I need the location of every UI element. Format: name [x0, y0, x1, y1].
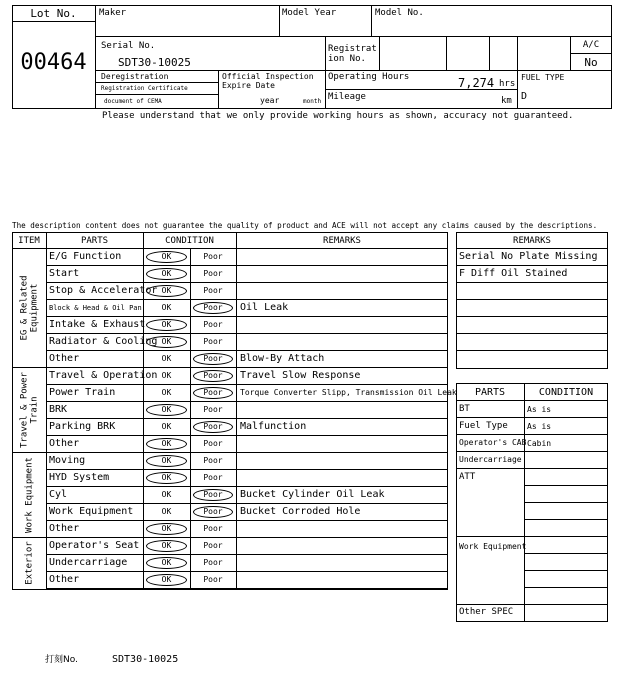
cema-label: document of CEMA	[104, 98, 162, 105]
divider	[95, 70, 612, 71]
row-divider	[456, 299, 608, 300]
remark-text: Torque Converter Slipp, Transmission Oil Leak	[240, 388, 457, 397]
divider	[12, 248, 448, 249]
divider	[279, 5, 280, 36]
group-label: Travel & Power Train	[19, 371, 39, 448]
part-label: Start	[49, 268, 80, 279]
row-divider	[46, 418, 448, 419]
row-divider	[524, 553, 608, 554]
poor-selected-circle	[193, 506, 233, 518]
col-parts: PARTS	[80, 236, 109, 246]
row-divider	[46, 435, 448, 436]
ac-label: A/C	[582, 40, 600, 50]
ok-option: OK	[161, 524, 172, 533]
row-divider	[456, 451, 608, 452]
poor-option: Poor	[203, 422, 223, 431]
lot-label: Lot No.	[30, 7, 77, 20]
poor-option: Poor	[203, 524, 223, 533]
col-item: ITEM	[18, 236, 40, 246]
ok-selected-circle	[146, 438, 187, 450]
remark-text: Blow-By Attach	[240, 353, 325, 364]
op-hours-label: Operating Hours	[328, 72, 410, 82]
row-divider	[456, 265, 608, 266]
row-divider	[524, 587, 608, 588]
mileage-label: Mileage	[328, 92, 366, 102]
divider	[95, 36, 612, 37]
part-label: BRK	[49, 404, 68, 415]
poor-option: Poor	[203, 303, 223, 312]
part-label: Other	[49, 523, 80, 534]
work-equipment-label: Work Equipment	[459, 542, 527, 551]
ok-option: OK	[161, 456, 172, 465]
poor-option: Poor	[203, 320, 223, 329]
poor-option: Poor	[203, 388, 223, 397]
year-label: year	[260, 96, 280, 105]
part-label: Other	[49, 353, 80, 364]
ok-selected-circle	[146, 540, 187, 552]
model-year-label: Model Year	[282, 8, 337, 18]
row-divider	[456, 282, 608, 283]
row-divider	[46, 299, 448, 300]
month-label: month	[303, 98, 322, 105]
divider	[379, 36, 380, 70]
part-label: Block & Head & Oil Pan	[49, 304, 142, 312]
part-label: Work Equipment	[49, 506, 134, 517]
serial-label: Serial No.	[101, 41, 156, 51]
row-divider	[456, 417, 608, 418]
poor-option: Poor	[203, 439, 223, 448]
poor-option: Poor	[203, 354, 223, 363]
col-remarks: REMARKS	[323, 236, 361, 246]
parts-col-condition: CONDITION	[538, 387, 594, 398]
part-label: HYD System	[49, 472, 110, 483]
row-divider	[456, 468, 608, 469]
ok-option: OK	[161, 371, 172, 380]
ok-selected-circle	[146, 251, 187, 263]
poor-option: Poor	[203, 575, 223, 584]
poor-option: Poor	[203, 371, 223, 380]
section-divider	[456, 604, 524, 605]
col-condition: CONDITION	[165, 236, 214, 246]
row-divider	[46, 333, 448, 334]
row-divider	[46, 588, 448, 589]
remark-line: Serial No Plate Missing	[459, 251, 598, 262]
row-divider	[46, 282, 448, 283]
ok-option: OK	[161, 507, 172, 516]
divider	[570, 53, 612, 54]
ok-option: OK	[161, 490, 172, 499]
disclaimer: The description content does not guarantee the quality of product and ACE will not accept any claims caused by the descriptions.	[12, 221, 598, 230]
parts-condition: As is	[527, 405, 552, 414]
poor-option: Poor	[203, 558, 223, 567]
ok-option: OK	[161, 439, 172, 448]
part-label: Parking BRK	[49, 421, 116, 432]
poor-option: Poor	[203, 507, 223, 516]
part-label: Intake & Exhaust	[49, 319, 146, 330]
row-divider	[46, 486, 448, 487]
row-divider	[46, 384, 448, 385]
row-divider	[46, 537, 448, 538]
divider	[456, 400, 608, 401]
row-divider	[456, 248, 608, 249]
row-divider	[524, 485, 608, 486]
row-divider	[46, 469, 448, 470]
row-divider	[46, 350, 448, 351]
ok-selected-circle	[146, 336, 187, 348]
poor-selected-circle	[193, 421, 233, 433]
poor-option: Poor	[203, 286, 223, 295]
divider	[218, 70, 219, 109]
remark-line: F Diff Oil Stained	[459, 268, 568, 279]
deregistration-label: Deregistration	[101, 72, 169, 81]
inspection-label-2: Expire Date	[222, 81, 275, 90]
parts-col-parts: PARTS	[474, 387, 506, 398]
parts-part: Undercarriage	[459, 455, 522, 464]
divider	[95, 94, 218, 95]
poor-selected-circle	[193, 387, 233, 399]
remark-text: Bucket Corroded Hole	[240, 506, 361, 517]
parts-part: ATT	[459, 472, 476, 482]
parts-part: BT	[459, 404, 470, 414]
reg-cert-label: Registration Certificate	[101, 85, 188, 92]
row-divider	[524, 604, 608, 605]
group-label: Work Equipment	[24, 456, 34, 533]
ok-option: OK	[161, 303, 172, 312]
poor-option: Poor	[203, 456, 223, 465]
ok-option: OK	[161, 405, 172, 414]
row-divider	[46, 503, 448, 504]
part-label: Operator's Seat	[49, 540, 140, 551]
ok-selected-circle	[146, 268, 187, 280]
stamp-label: 打刻No.	[45, 655, 78, 665]
divider	[371, 5, 372, 36]
remark-text: Malfunction	[240, 421, 307, 432]
serial-value: SDT30-10025	[118, 56, 191, 69]
ok-selected-circle	[146, 574, 187, 586]
ok-selected-circle	[146, 285, 187, 297]
group-divider	[12, 537, 46, 538]
parts-part: Fuel Type	[459, 421, 508, 431]
row-divider	[456, 350, 608, 351]
row-divider	[456, 333, 608, 334]
part-label: Undercarriage	[49, 557, 128, 568]
row-divider	[46, 571, 448, 572]
ok-option: OK	[161, 558, 172, 567]
ok-selected-circle	[146, 455, 187, 467]
part-label: Moving	[49, 455, 86, 466]
remark-text: Oil Leak	[240, 302, 289, 313]
stamp-value: SDT30-10025	[112, 654, 179, 665]
remark-text: Bucket Cylinder Oil Leak	[240, 489, 385, 500]
part-label: Power Train	[49, 387, 116, 398]
row-divider	[456, 434, 608, 435]
ok-option: OK	[161, 473, 172, 482]
group-divider	[12, 367, 46, 368]
ok-option: OK	[161, 388, 172, 397]
poor-option: Poor	[203, 541, 223, 550]
part-label: Stop & Accelerator	[49, 285, 158, 296]
group-label: EG & Related Equipment	[19, 274, 39, 341]
row-divider	[46, 316, 448, 317]
fuel-type-label: FUEL TYPE	[521, 73, 565, 82]
remarks-header: REMARKS	[513, 236, 551, 246]
row-divider	[46, 401, 448, 402]
group-divider	[12, 452, 46, 453]
ok-selected-circle	[146, 319, 187, 331]
ok-option: OK	[161, 252, 172, 261]
other-spec-label: Other SPEC	[459, 607, 514, 617]
poor-option: Poor	[203, 252, 223, 261]
ok-option: OK	[161, 286, 172, 295]
op-hours-value: 7,274	[458, 76, 495, 90]
row-divider	[524, 536, 608, 537]
poor-option: Poor	[203, 473, 223, 482]
ac-value: No	[584, 56, 598, 69]
ok-option: OK	[161, 575, 172, 584]
ok-option: OK	[161, 337, 172, 346]
row-divider	[524, 570, 608, 571]
part-label: Other	[49, 438, 80, 449]
divider	[446, 36, 447, 70]
row-divider	[456, 316, 608, 317]
poor-option: Poor	[203, 337, 223, 346]
row-divider	[46, 265, 448, 266]
parts-part: Operator's CAB	[459, 438, 527, 447]
divider	[12, 21, 95, 22]
poor-selected-circle	[193, 489, 233, 501]
ok-option: OK	[161, 320, 172, 329]
divider	[517, 36, 518, 109]
registration-label: Registration No.	[328, 44, 377, 64]
hours-note: Please understand that we only provide working hours as shown, accuracy not guaranteed.	[102, 111, 574, 121]
row-divider	[46, 367, 448, 368]
model-no-label: Model No.	[375, 8, 424, 18]
ok-option: OK	[161, 541, 172, 550]
poor-selected-circle	[193, 302, 233, 314]
part-label: Travel & Operation	[49, 370, 158, 381]
poor-option: Poor	[203, 269, 223, 278]
lot-number: 00464	[20, 50, 87, 75]
poor-option: Poor	[203, 405, 223, 414]
divider	[325, 36, 326, 109]
row-divider	[46, 554, 448, 555]
ok-selected-circle	[146, 557, 187, 569]
remark-text: Travel Slow Response	[240, 370, 361, 381]
inspection-label: Official Inspection	[222, 72, 314, 81]
poor-selected-circle	[193, 370, 233, 382]
row-divider	[524, 519, 608, 520]
ok-selected-circle	[146, 523, 187, 535]
ok-option: OK	[161, 354, 172, 363]
poor-option: Poor	[203, 490, 223, 499]
divider	[95, 82, 218, 83]
part-label: Radiator & Cooling	[49, 336, 158, 347]
divider	[489, 36, 490, 70]
ok-selected-circle	[146, 472, 187, 484]
km-label: km	[501, 96, 512, 106]
part-label: Other	[49, 574, 80, 585]
ok-option: OK	[161, 422, 172, 431]
parts-condition: As is	[527, 422, 552, 431]
hrs-label: hrs	[499, 79, 516, 89]
part-label: E/G Function	[49, 251, 122, 262]
group-label: Exterior	[24, 540, 34, 585]
row-divider	[524, 502, 608, 503]
ok-selected-circle	[146, 404, 187, 416]
ok-option: OK	[161, 269, 172, 278]
poor-selected-circle	[193, 353, 233, 365]
parts-condition: Cabin	[527, 439, 552, 448]
maker-label: Maker	[99, 8, 127, 18]
row-divider	[46, 520, 448, 521]
row-divider	[46, 452, 448, 453]
part-label: Cyl	[49, 489, 68, 500]
section-divider	[456, 536, 524, 537]
fuel-type-value: D	[521, 91, 528, 102]
